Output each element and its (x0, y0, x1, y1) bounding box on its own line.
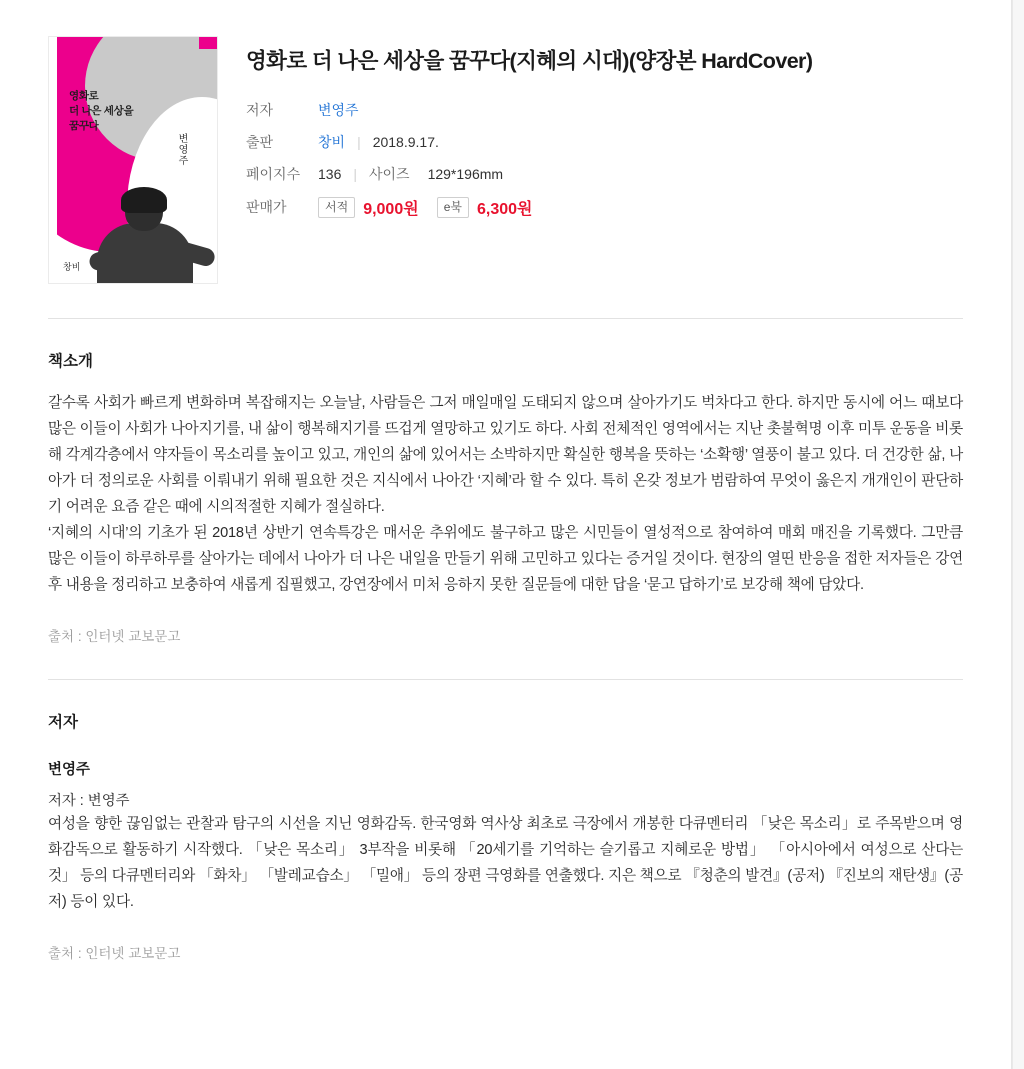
meta-label-publisher: 출판 (246, 133, 274, 150)
meta-label-author: 저자 (246, 101, 274, 118)
author-name: 변영주 (48, 761, 91, 778)
intro-paragraph-2: ‘지혜의 시대’의 기초가 된 2018년 상반기 연속특강은 매서운 추위에도 불구하고 많은 시민들이 열성적으로 참여하여 매회 매진을 기록했다. 그만큼 많은 이들이 하루하루를 살아가는 데에서 나아가 더 나은 내일을 만들기 위해 고민하고 있다는 증거일 것이다. 현장의 열띤 반응을 접한 저자들은 강연 후 내용을 정리하고 보충하여 새롭게 집필했고, 강연장에서 미처 응하지 못한 질문들에 대한 답을 ‘묻고 답하기’로 보강해 책에 담았다. (48, 524, 963, 593)
cover-portrait-illustration (91, 175, 209, 283)
meta-label-size: 사이즈 (369, 165, 410, 182)
meta-row-pages-size (246, 164, 963, 184)
page-title: 영화로 더 나은 세상을 꿈꾸다(지혜의 시대)(양장본 HardCover) (246, 49, 813, 73)
price-print-book: 9,000원 (363, 200, 419, 218)
intro-paragraph-1: 갈수록 사회가 빠르게 변화하며 복잡해지는 오늘날, 사람들은 그저 매일매일 도태되지 않으며 살아가기도 벅차다고 한다. 하지만 동시에 어느 때보다 많은 이들이 사회가 나아지기를, 내 삶이 행복해지기를 뜨겁게 열망하고 있기도 하다. 사회 전체적인 영역에서는 지난 촛불혁명 이후 미투 운동을 비롯해 각계각층에서 약자들이 목소리를 높이고 있고, 개인의 삶에 있어서는 소박하지만 확실한 행복을 뜻하는 ‘소확행’ 열풍이 불고 있다. 더 건강한 삶, 나아가 더 정의로운 사회를 이뤄내기 위해 필요한 것은 지식에서 나아간 ‘지혜’라 할 수 있다. 특히 온갖 정보가 범람하여 무엇이 옳은지 개개인이 판단하기 어려운 요즘 같은 때에 시의적절한 지혜가 절실하다. (48, 395, 963, 515)
badge-ebook: e북 (437, 197, 469, 217)
book-intro-section (0, 349, 1011, 645)
author-section (0, 710, 1011, 962)
cover-spine (49, 37, 57, 283)
meta-label-pages: 페이지수 (246, 165, 301, 182)
size-value: 129*196mm (427, 165, 504, 182)
page-scrollbar-track[interactable] (1012, 0, 1024, 1069)
cover-top-stripe (199, 37, 218, 49)
pages-value: 136 (318, 165, 342, 182)
price-ebook: 6,300원 (476, 200, 533, 218)
book-intro-text (48, 391, 963, 599)
publisher-link[interactable]: 창비 (318, 133, 346, 150)
meta-label-price: 판매가 (246, 199, 287, 216)
book-cover-image[interactable] (48, 36, 218, 284)
book-info (246, 36, 963, 231)
cover-title-text: 영화로 더 나은 세상을 꿈꾸다 (69, 90, 134, 133)
cover-author-text: 변영주 (176, 133, 187, 166)
intro-source: 출처 : 인터넷 교보문고 (48, 628, 181, 644)
book-header (0, 0, 1011, 284)
divider-top (48, 318, 963, 319)
meta-row-author (246, 100, 963, 120)
section-title-intro: 책소개 (48, 353, 93, 370)
author-link[interactable]: 변영주 (318, 101, 359, 118)
meta-divider-2: | (353, 165, 357, 182)
meta-divider: | (357, 133, 361, 150)
meta-row-price (246, 196, 963, 219)
author-bio-text: 여성을 향한 끊임없는 관찰과 탐구의 시선을 지닌 영화감독. 한국영화 역사상 최초로 극장에서 개봉한 다큐멘터리 「낮은 목소리」로 주목받으며 영화감독으로 활동하기 시작했다. 「낮은 목소리」 3부작을 비롯해 「20세기를 기억하는 슬기롭고 지혜로운 방법」 「아시아에서 여성으로 산다는 것」 등의 다큐멘터리와 「화차」 「발레교습소」 「밀애」 등의 장편 극영화를 연출했다. 지은 책으로 『청춘의 발견』(공저) 『진보의 재탄생』(공저) 등이 있다. (48, 815, 963, 910)
cover-publisher-logo: 창비 (63, 262, 81, 272)
publish-date: 2018.9.17. (372, 133, 439, 150)
section-title-author: 저자 (48, 713, 78, 731)
author-subline: 저자 : 변영주 (48, 792, 130, 809)
divider-middle (48, 679, 963, 680)
badge-print-book: 서적 (318, 197, 355, 217)
author-source: 출처 : 인터넷 교보문고 (48, 945, 181, 961)
meta-row-publisher (246, 132, 963, 152)
